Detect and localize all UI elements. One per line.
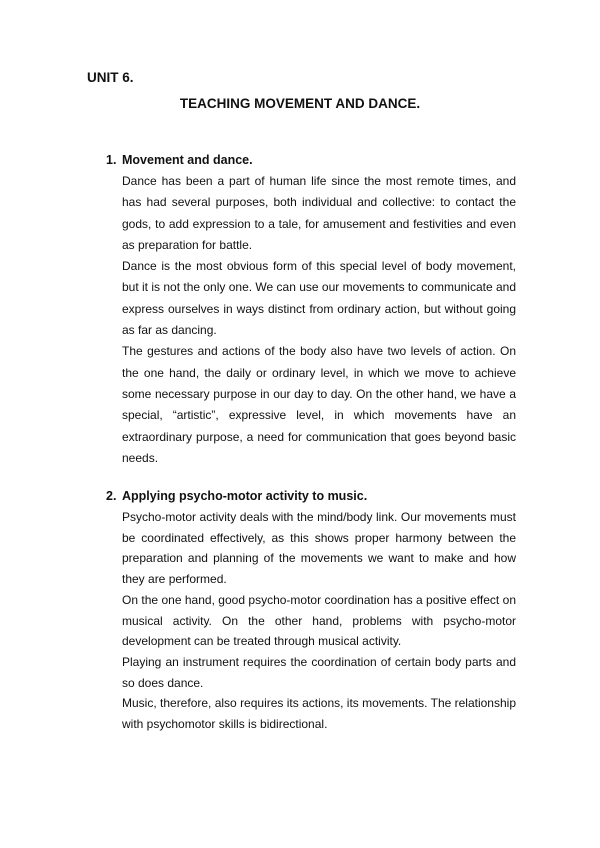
- unit-label: UNIT 6.: [87, 70, 134, 85]
- section-number: 1.: [106, 153, 117, 167]
- paragraph: The gestures and actions of the body also have two levels of action. On the one hand, the daily or ordinary level, in which we move to achieve some necessary purpose in our day to day. On the other hand, we have a special, “artistic”, expressive level, in which movements have an extraordinary purpose, a need for communication that goes beyond basic needs.: [122, 344, 516, 465]
- section-body: [122, 507, 516, 735]
- paragraph: Playing an instrument requires the coordination of certain body parts and so does dance.: [122, 654, 516, 690]
- paragraph: Dance is the most obvious form of this special level of body movement, but it is not the only one. We can use our movements to communicate and express ourselves in ways distinct from ordinary action, but without going as far as dancing.: [122, 259, 516, 338]
- section-body: [122, 171, 516, 469]
- section-heading: [106, 485, 516, 507]
- section-title: Applying psycho-motor activity to music.: [122, 489, 368, 503]
- section-psycho-motor-music: [106, 485, 516, 735]
- section-number: 2.: [106, 489, 117, 503]
- paragraph: Music, therefore, also requires its actions, its movements. The relationship with psychomotor skills is bidirectional.: [122, 696, 516, 732]
- section-title: Movement and dance.: [122, 153, 253, 167]
- paragraph: On the one hand, good psycho-motor coordination has a positive effect on musical activity. On the other hand, problems with psycho-motor development can be treated through musical activity.: [122, 592, 516, 649]
- section-movement-and-dance: [106, 149, 516, 469]
- paragraph: Dance has been a part of human life since the most remote times, and has had several purposes, both individual and collective: to contact the gods, to add expression to a tale, for amusement and festivities and even as preparation for battle.: [122, 174, 516, 252]
- paragraph: Psycho-motor activity deals with the mind/body link. Our movements must be coordinated effectively, as this shows proper harmony between the preparation and planning of the movements we want to make and how they are performed.: [122, 510, 516, 587]
- page-title: TEACHING MOVEMENT AND DANCE.: [179, 96, 421, 111]
- section-heading: [106, 149, 516, 171]
